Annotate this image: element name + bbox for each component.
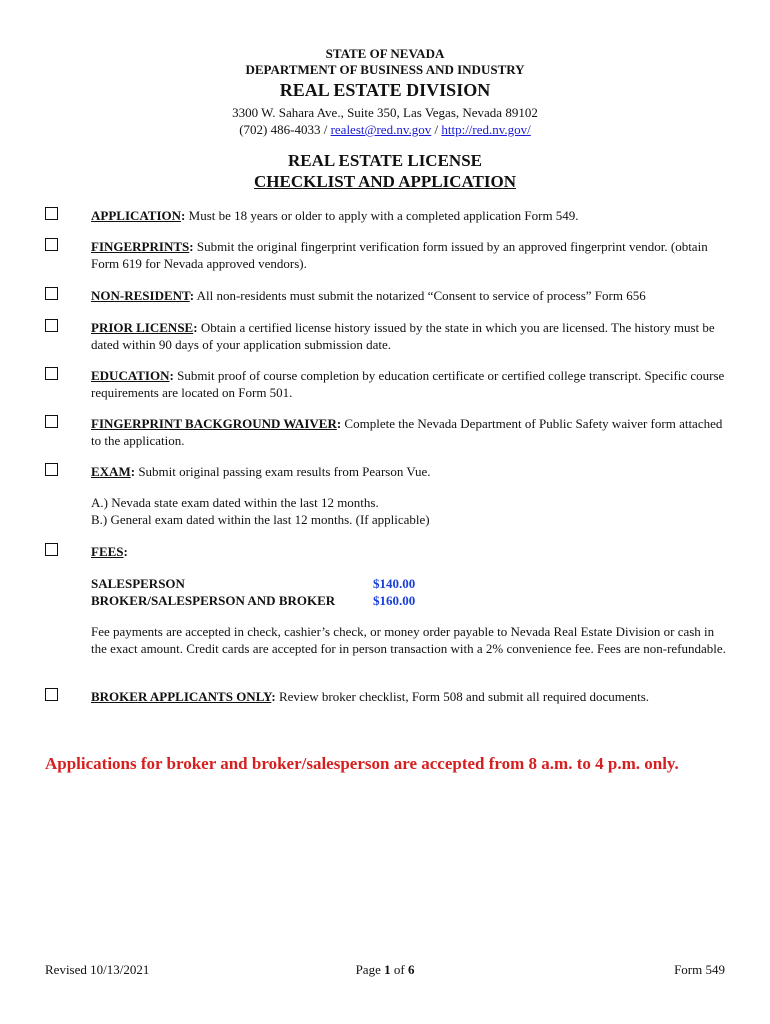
checkbox-fingerprint-waiver[interactable] <box>45 415 58 428</box>
checkbox-non-resident[interactable] <box>45 287 58 300</box>
revision-date: Revised 10/13/2021 <box>45 962 150 977</box>
item-text: Submit proof of course completion by education certificate or certified college transcript. Specific course requirements are located on Form 501. <box>91 368 725 400</box>
checklist-item-broker-applicants: BROKER APPLICANTS ONLY: Review broker checklist, Form 508 and submit all required documents. <box>91 689 650 704</box>
checkbox-education[interactable] <box>45 367 58 380</box>
checklist-item-application: APPLICATION: Must be 18 years or older to apply with a completed application Form 549. <box>91 208 579 223</box>
fees-note: Fee payments are accepted in check, cashier’s check, or money order payable to Nevada Real Estate Division or cash in the exact amount. Credit cards are accepted for in person transaction with a 2% convenience fee. Fees are non-refundable. <box>91 624 726 656</box>
item-text: Must be 18 years or older to apply with a completed application Form 549. <box>185 208 579 223</box>
page-number <box>0 962 770 978</box>
email-link[interactable]: realest@red.nv.gov <box>330 122 432 137</box>
page-title <box>0 150 770 192</box>
checklist-item-fees: FEES: <box>91 544 128 559</box>
page-current: 1 <box>384 962 391 977</box>
item-label: FEES <box>91 544 124 559</box>
item-text: Review broker checklist, Form 508 and submit all required documents. <box>275 689 650 704</box>
page-prefix: Page <box>355 962 385 977</box>
division-address: 3300 W. Sahara Ave., Suite 350, Las Vegas, Nevada 89102 <box>232 105 538 120</box>
exam-requirement-b: B.) General exam dated within the last 12 months. (If applicable) <box>91 512 430 527</box>
checkbox-exam[interactable] <box>45 463 58 476</box>
checkbox-fees[interactable] <box>45 543 58 556</box>
item-text: Obtain a certified license history issued by the state in which you are licensed. The history must be dated within 90 days of your application submission date. <box>91 320 715 352</box>
fee-row <box>91 592 415 609</box>
item-label: NON-RESIDENT <box>91 288 190 303</box>
form-number: Form 549 <box>674 962 725 977</box>
contact-line <box>0 121 770 138</box>
fee-name: SALESPERSON <box>91 576 185 591</box>
phone-number: (702) 486-4033 <box>239 122 321 137</box>
title-line-2: CHECKLIST AND APPLICATION <box>254 172 516 191</box>
item-label: PRIOR LICENSE <box>91 320 194 335</box>
checklist-item-education: EDUCATION: Submit proof of course completion by education certificate or certified college transcript. Specific course requirements are located on Form 501. <box>91 368 725 400</box>
fee-name: BROKER/SALESPERSON AND BROKER <box>91 593 336 608</box>
item-label: EDUCATION <box>91 368 170 383</box>
checklist-item-non-resident: NON-RESIDENT: All non-residents must submit the notarized “Consent to service of process” Form 656 <box>91 288 646 303</box>
checklist-item-prior-license: PRIOR LICENSE: Obtain a certified license history issued by the state in which you are licensed. The history must be dated within 90 days of your application submission date. <box>91 320 715 352</box>
checkbox-fingerprints[interactable] <box>45 238 58 251</box>
fees-table <box>91 575 415 609</box>
fee-amount: $140.00 <box>373 576 416 591</box>
separator: / <box>320 122 331 137</box>
state-name: STATE OF NEVADA <box>325 46 445 61</box>
department-name: DEPARTMENT OF BUSINESS AND INDUSTRY <box>245 62 525 77</box>
division-name: REAL ESTATE DIVISION <box>279 80 491 100</box>
item-text: Submit original passing exam results from Pearson Vue. <box>135 464 431 479</box>
item-label: BROKER APPLICANTS ONLY <box>91 689 272 704</box>
item-text: All non-residents must submit the notarized “Consent to service of process” Form 656 <box>194 288 646 303</box>
fee-amount: $160.00 <box>373 593 416 608</box>
checklist-item-fingerprints: FINGERPRINTS: Submit the original fingerprint verification form issued by an approved fingerprint vendor. (obtain Form 619 for Nevada approved vendors). <box>91 239 708 271</box>
item-label: APPLICATION <box>91 208 182 223</box>
checklist-item-fingerprint-waiver: FINGERPRINT BACKGROUND WAIVER: Complete the Nevada Department of Public Safety waiver form attached to the application. <box>91 416 723 448</box>
item-label: EXAM <box>91 464 131 479</box>
item-label: FINGERPRINTS <box>91 239 190 254</box>
page-of: of <box>390 962 408 977</box>
item-text: Submit the original fingerprint verification form issued by an approved fingerprint vendor. (obtain Form 619 for Nevada approved vendors). <box>91 239 708 271</box>
document-header <box>0 46 770 138</box>
website-link[interactable]: http://red.nv.gov/ <box>441 122 531 137</box>
item-text: Complete the Nevada Department of Public Safety waiver form attached to the application. <box>91 416 723 448</box>
checklist-item-exam: EXAM: Submit original passing exam results from Pearson Vue. <box>91 464 431 479</box>
separator: / <box>431 122 442 137</box>
title-line-1: REAL ESTATE LICENSE <box>288 151 482 170</box>
fee-row <box>91 575 415 592</box>
item-label: FINGERPRINT BACKGROUND WAIVER <box>91 416 337 431</box>
checkbox-application[interactable] <box>45 207 58 220</box>
exam-requirement-a: A.) Nevada state exam dated within the last 12 months. <box>91 495 379 510</box>
checkbox-prior-license[interactable] <box>45 319 58 332</box>
checkbox-broker-applicants[interactable] <box>45 688 58 701</box>
page-total: 6 <box>407 962 415 977</box>
broker-hours-notice: Applications for broker and broker/salesperson are accepted from 8 a.m. to 4 p.m. only. <box>45 754 679 773</box>
